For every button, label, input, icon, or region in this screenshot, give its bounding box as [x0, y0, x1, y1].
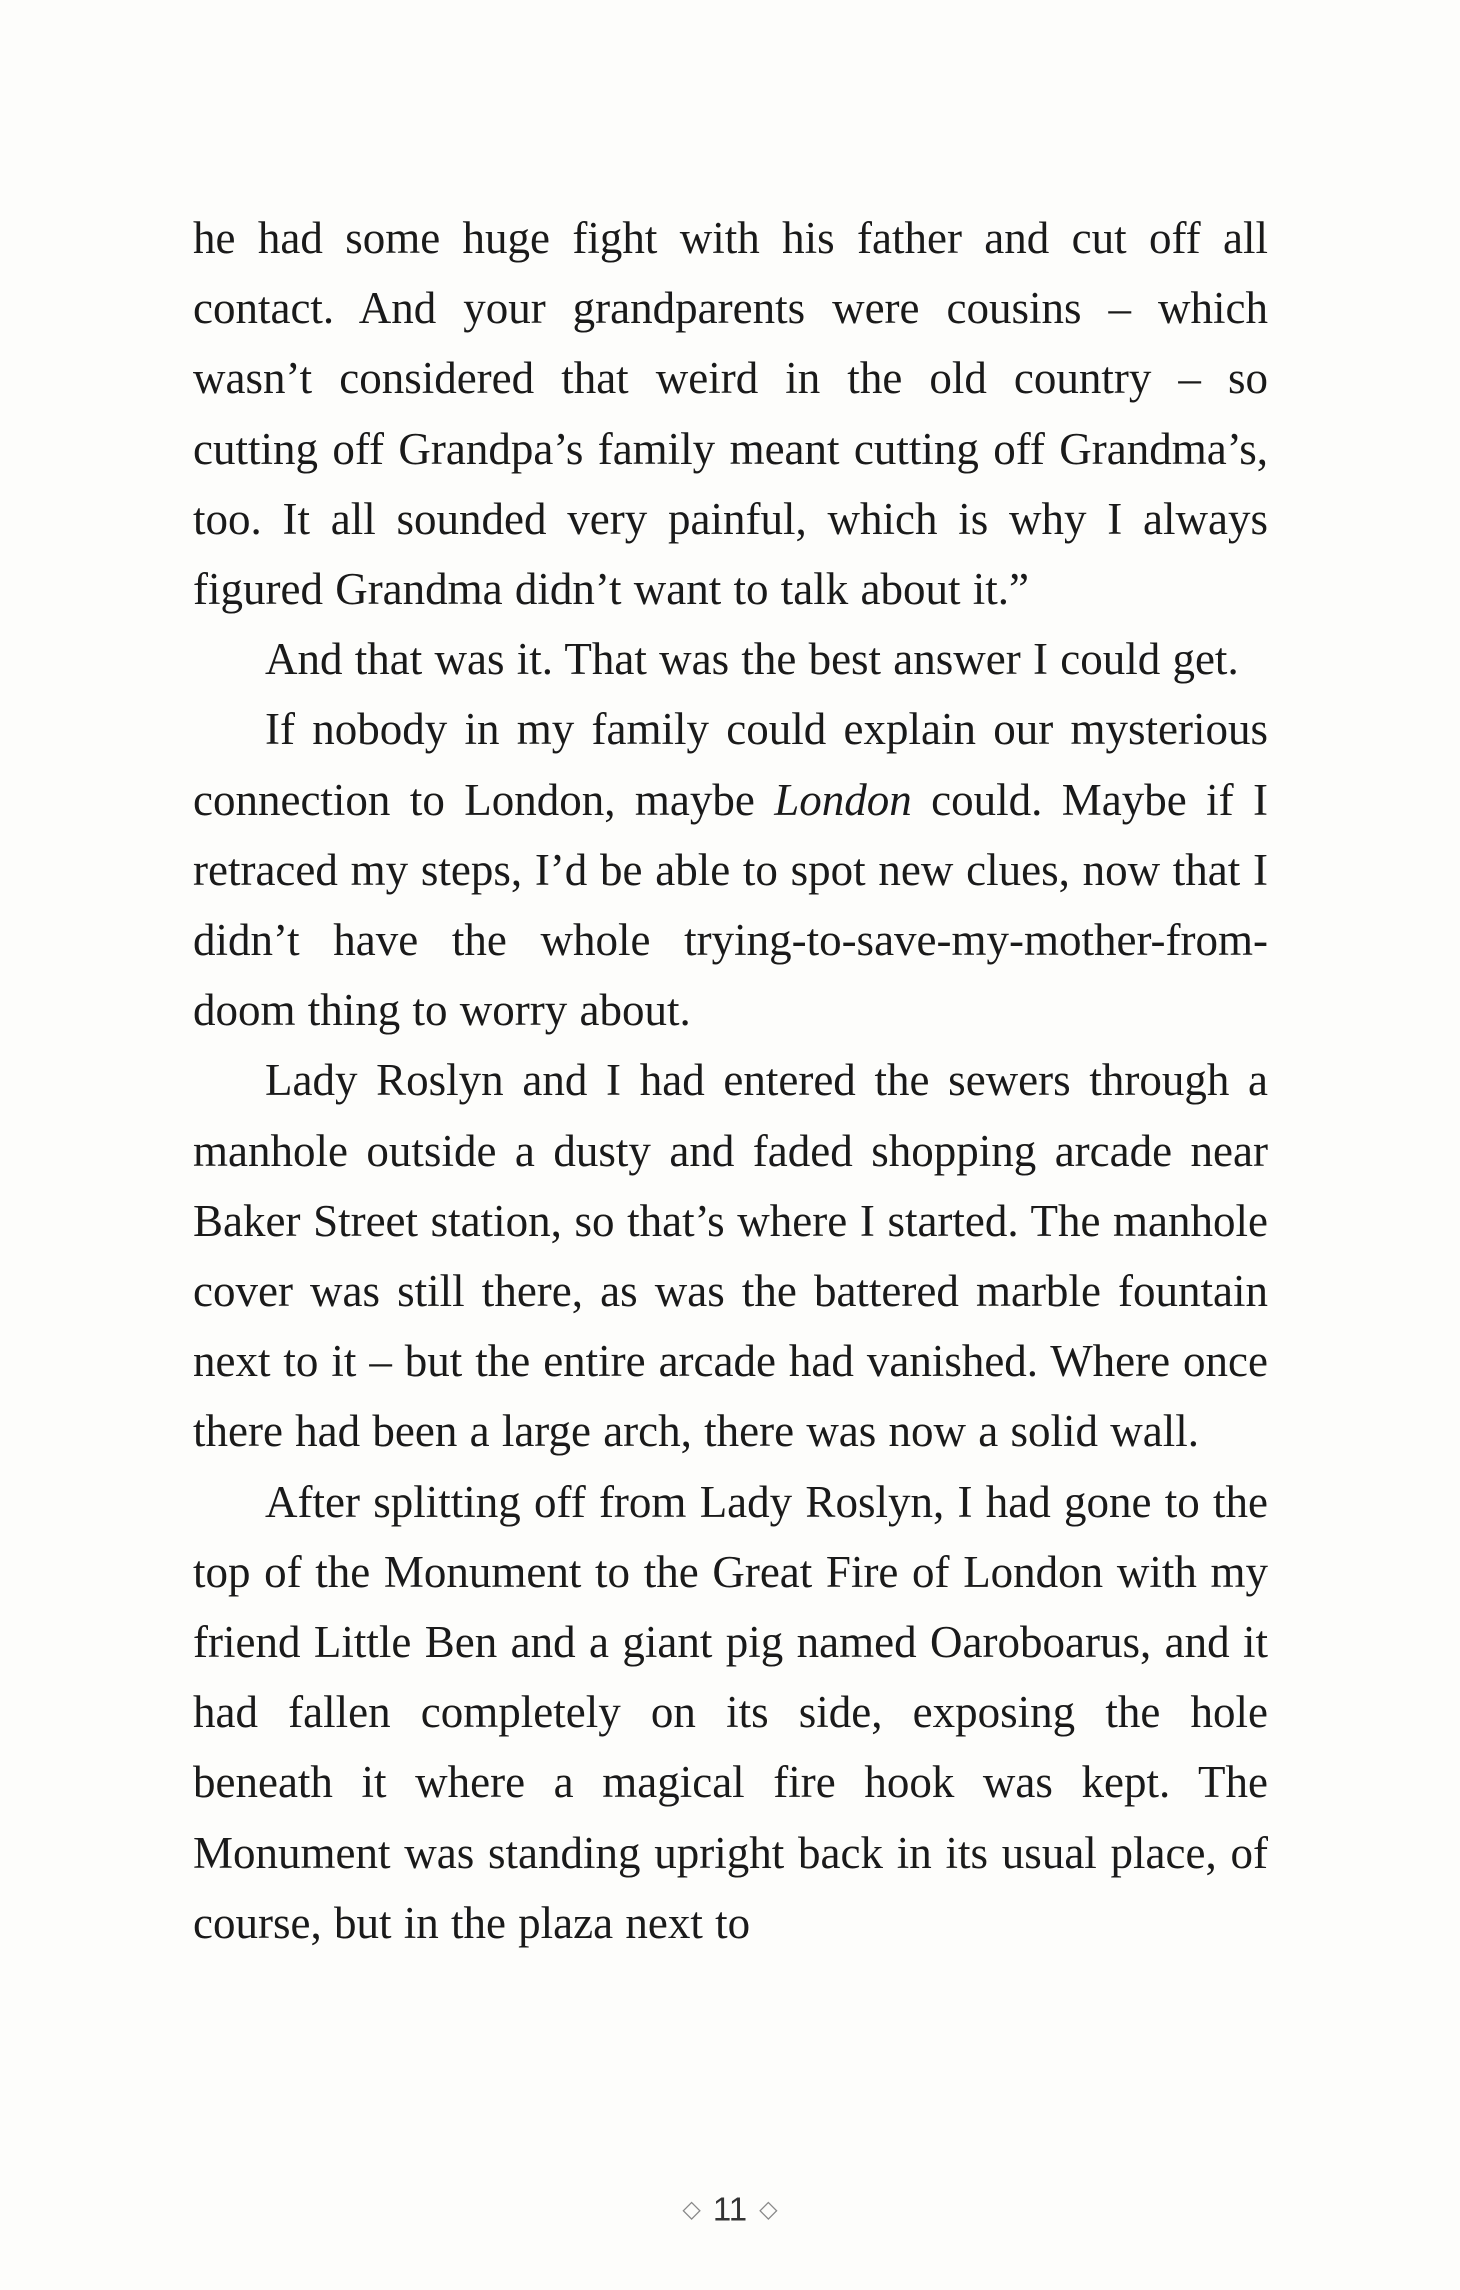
paragraph-3-emphasis: London: [774, 774, 912, 825]
paragraph-3-text-after: could. Maybe if I retraced my steps, I’d be able to spot new clues, now that I didn’t have the whole trying-to-save-my-mother-from-doom thing to worry about.: [193, 774, 1268, 1036]
paragraph-5: After splitting off from Lady Roslyn, I had gone to the top of the Monument to the Great Fire of London with my friend Little Ben and a giant pig named Oaroboarus, and it had fallen completely on its side, exposing the hole beneath it where a magical fire hook was kept. The Monument was standing upright back in its usual place, of course, but in the plaza next to: [193, 1476, 1268, 1948]
folio-ornament-left-icon: ◇: [682, 2195, 701, 2223]
folio-ornament-right-icon: ◇: [759, 2195, 778, 2223]
paragraph-3-text-before: If nobody in my family could explain our mysterious connection to London, maybe: [193, 704, 1268, 825]
paragraph-1: he had some huge fight with his father and cut off all contact. And your grandparents were cousins – which wasn’t considered that weird in the old country – so cutting off Grandpa’s family meant cutting off Grandma’s, too. It all sounded very painful, which is why I always figured Grandma didn’t want to talk about it.”: [193, 213, 1268, 615]
paragraph-2: And that was it. That was the best answer I could get.: [265, 634, 1239, 685]
paragraph-3: [193, 694, 1268, 1045]
page-number: 11: [712, 2190, 748, 2228]
paragraph-4: Lady Roslyn and I had entered the sewers through a manhole outside a dusty and faded shopping arcade near Baker Street station, so that’s where I started. The manhole cover was still there, as was the battered marble fountain next to it – but the entire arcade had vanished. Where once there had been a large arch, there was now a solid wall.: [193, 1055, 1268, 1457]
page-footer: [0, 2188, 1460, 2228]
body-text: [193, 203, 1268, 1958]
